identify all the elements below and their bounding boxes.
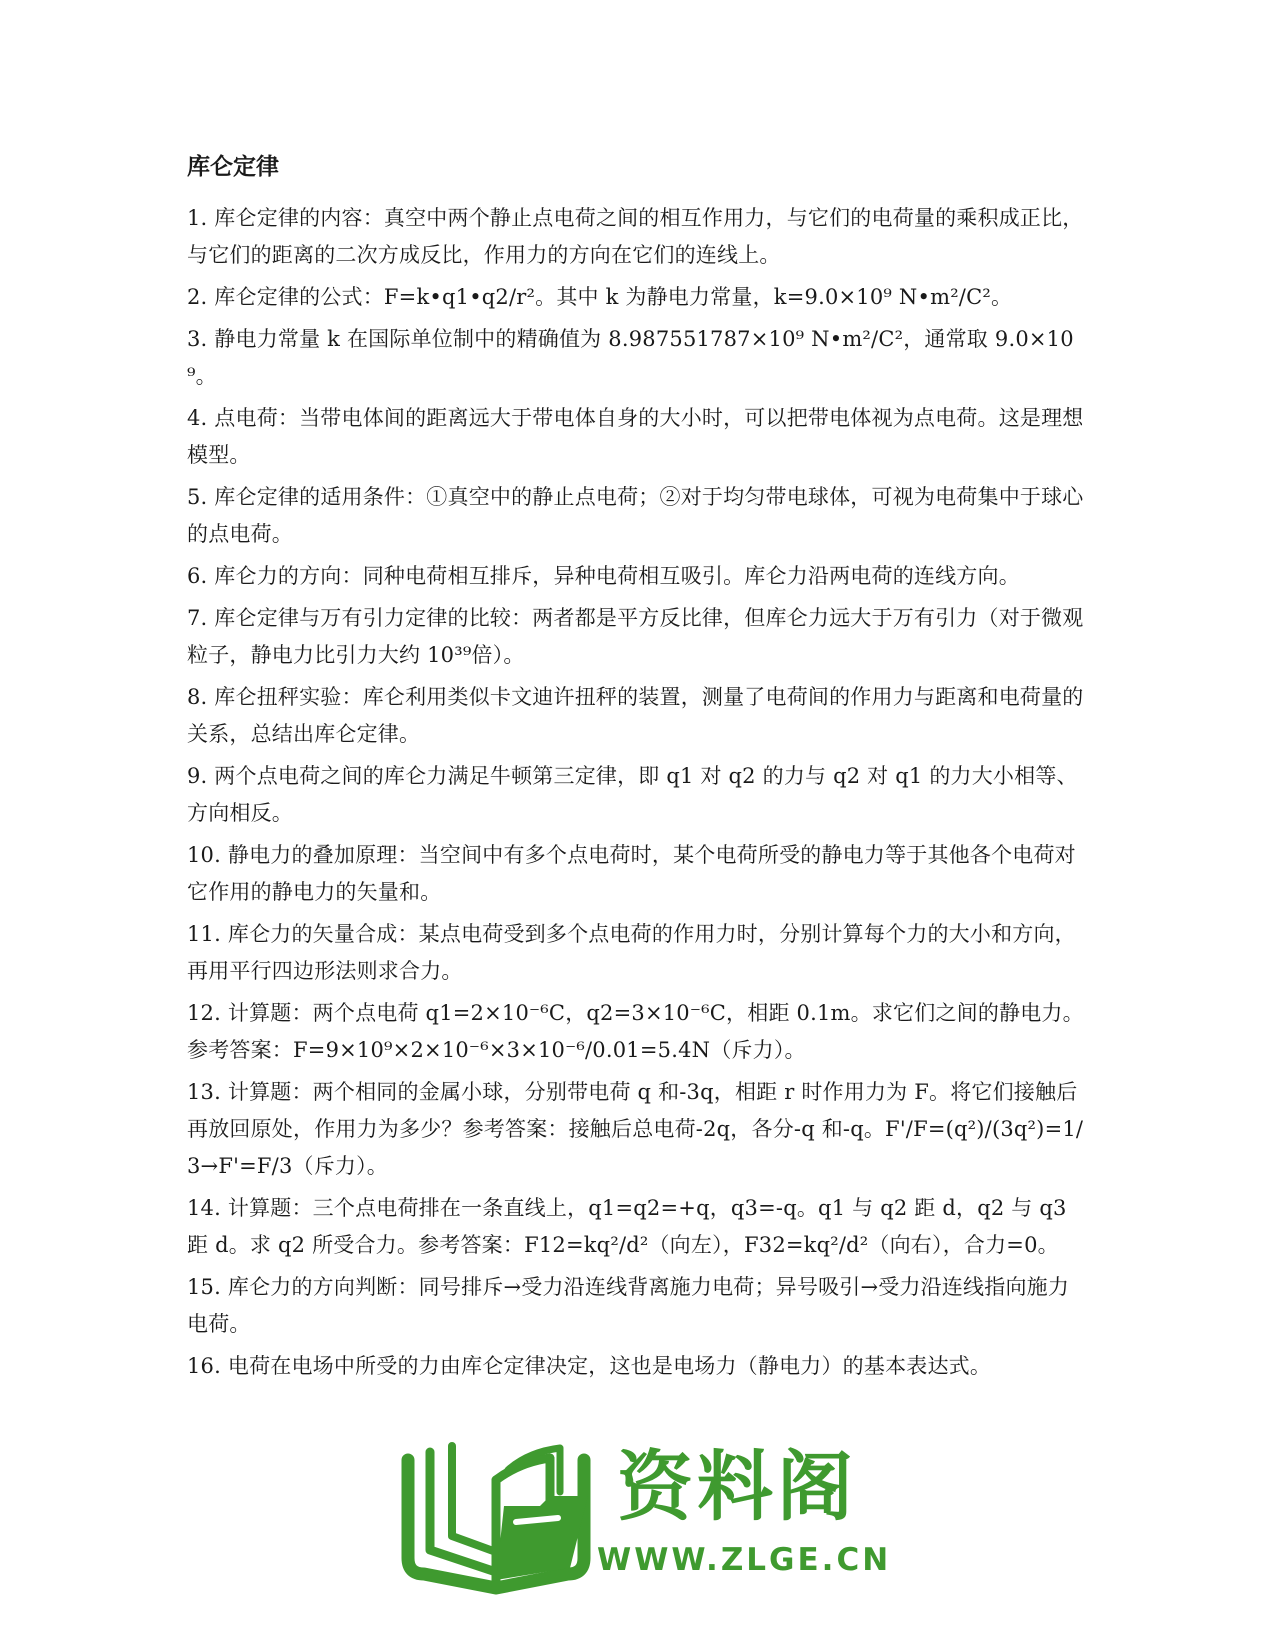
- list-item: 10. 静电力的叠加原理：当空间中有多个点电荷时，某个电荷所受的静电力等于其他各个电荷对它作用的静电力的矢量和。: [187, 843, 1076, 904]
- list-item: 4. 点电荷：当带电体间的距离远大于带电体自身的大小时，可以把带电体视为点电荷。这是理想模型。: [187, 406, 1084, 467]
- list-item: 9. 两个点电荷之间的库仑力满足牛顿第三定律，即 q1 对 q2 的力与 q2 对 q1 的力大小相等、方向相反。: [187, 764, 1078, 825]
- item-list: [187, 200, 1085, 1390]
- list-item: 11. 库仑力的矢量合成：某点电荷受到多个点电荷的作用力时，分别计算每个力的大小和方向，再用平行四边形法则求合力。: [187, 922, 1076, 983]
- list-item: 12. 计算题：两个点电荷 q1=2×10⁻⁶C，q2=3×10⁻⁶C，相距 0.1m。求它们之间的静电力。参考答案：F=9×10⁹×2×10⁻⁶×3×10⁻⁶/0.01=5.4N（斥力）。: [187, 1001, 1084, 1062]
- list-item: 15. 库仑力的方向判断：同号排斥→受力沿连线背离施力电荷；异号吸引→受力沿连线指向施力电荷。: [187, 1275, 1070, 1336]
- list-item: 14. 计算题：三个点电荷排在一条直线上，q1=q2=+q，q3=-q。q1 与 q2 距 d，q2 与 q3 距 d。求 q2 所受合力。参考答案：F12=kq²/d²（向左），F32=kq²/d²（向右），合力=0。: [187, 1196, 1067, 1257]
- watermark-url: WWW.ZLGE.CN: [597, 1542, 892, 1578]
- list-item: 1. 库仑定律的内容：真空中两个静止点电荷之间的相互作用力，与它们的电荷量的乘积成正比，与它们的距离的二次方成反比，作用力的方向在它们的连线上。: [187, 206, 1084, 267]
- list-item: 8. 库仑扭秤实验：库仑利用类似卡文迪许扭秤的装置，测量了电荷间的作用力与距离和电荷量的关系，总结出库仑定律。: [187, 685, 1084, 746]
- list-item: 6. 库仑力的方向：同种电荷相互排斥，异种电荷相互吸引。库仑力沿两电荷的连线方向。: [187, 564, 1020, 588]
- list-item: 5. 库仑定律的适用条件：①真空中的静止点电荷；②对于均匀带电球体，可视为电荷集中于球心的点电荷。: [187, 485, 1084, 546]
- list-item: 7. 库仑定律与万有引力定律的比较：两者都是平方反比律，但库仑力远大于万有引力（对于微观粒子，静电力比引力大约 10³⁹倍）。: [187, 606, 1084, 667]
- document-title: 库仑定律: [187, 154, 279, 180]
- open-book-folder-icon: [400, 1440, 595, 1595]
- list-item: 3. 静电力常量 k 在国际单位制中的精确值为 8.987551787×10⁹ N•m²/C²，通常取 9.0×10⁹。: [187, 327, 1074, 388]
- watermark-logo: [400, 1440, 892, 1600]
- list-item: 13. 计算题：两个相同的金属小球，分别带电荷 q 和-3q，相距 r 时作用力为 F。将它们接触后再放回原处，作用力为多少？参考答案：接触后总电荷-2q，各分-q 和-q。F'/F=(q²)/(3q²)=1/3→F'=F/3（斥力）。: [187, 1080, 1084, 1178]
- list-item: 16. 电荷在电场中所受的力由库仑定律决定，这也是电场力（静电力）的基本表达式。: [187, 1354, 992, 1378]
- list-item: 2. 库仑定律的公式：F=k•q1•q2/r²。其中 k 为静电力常量，k=9.0×10⁹ N•m²/C²。: [187, 285, 1013, 309]
- watermark-name: 资料阁: [617, 1442, 857, 1531]
